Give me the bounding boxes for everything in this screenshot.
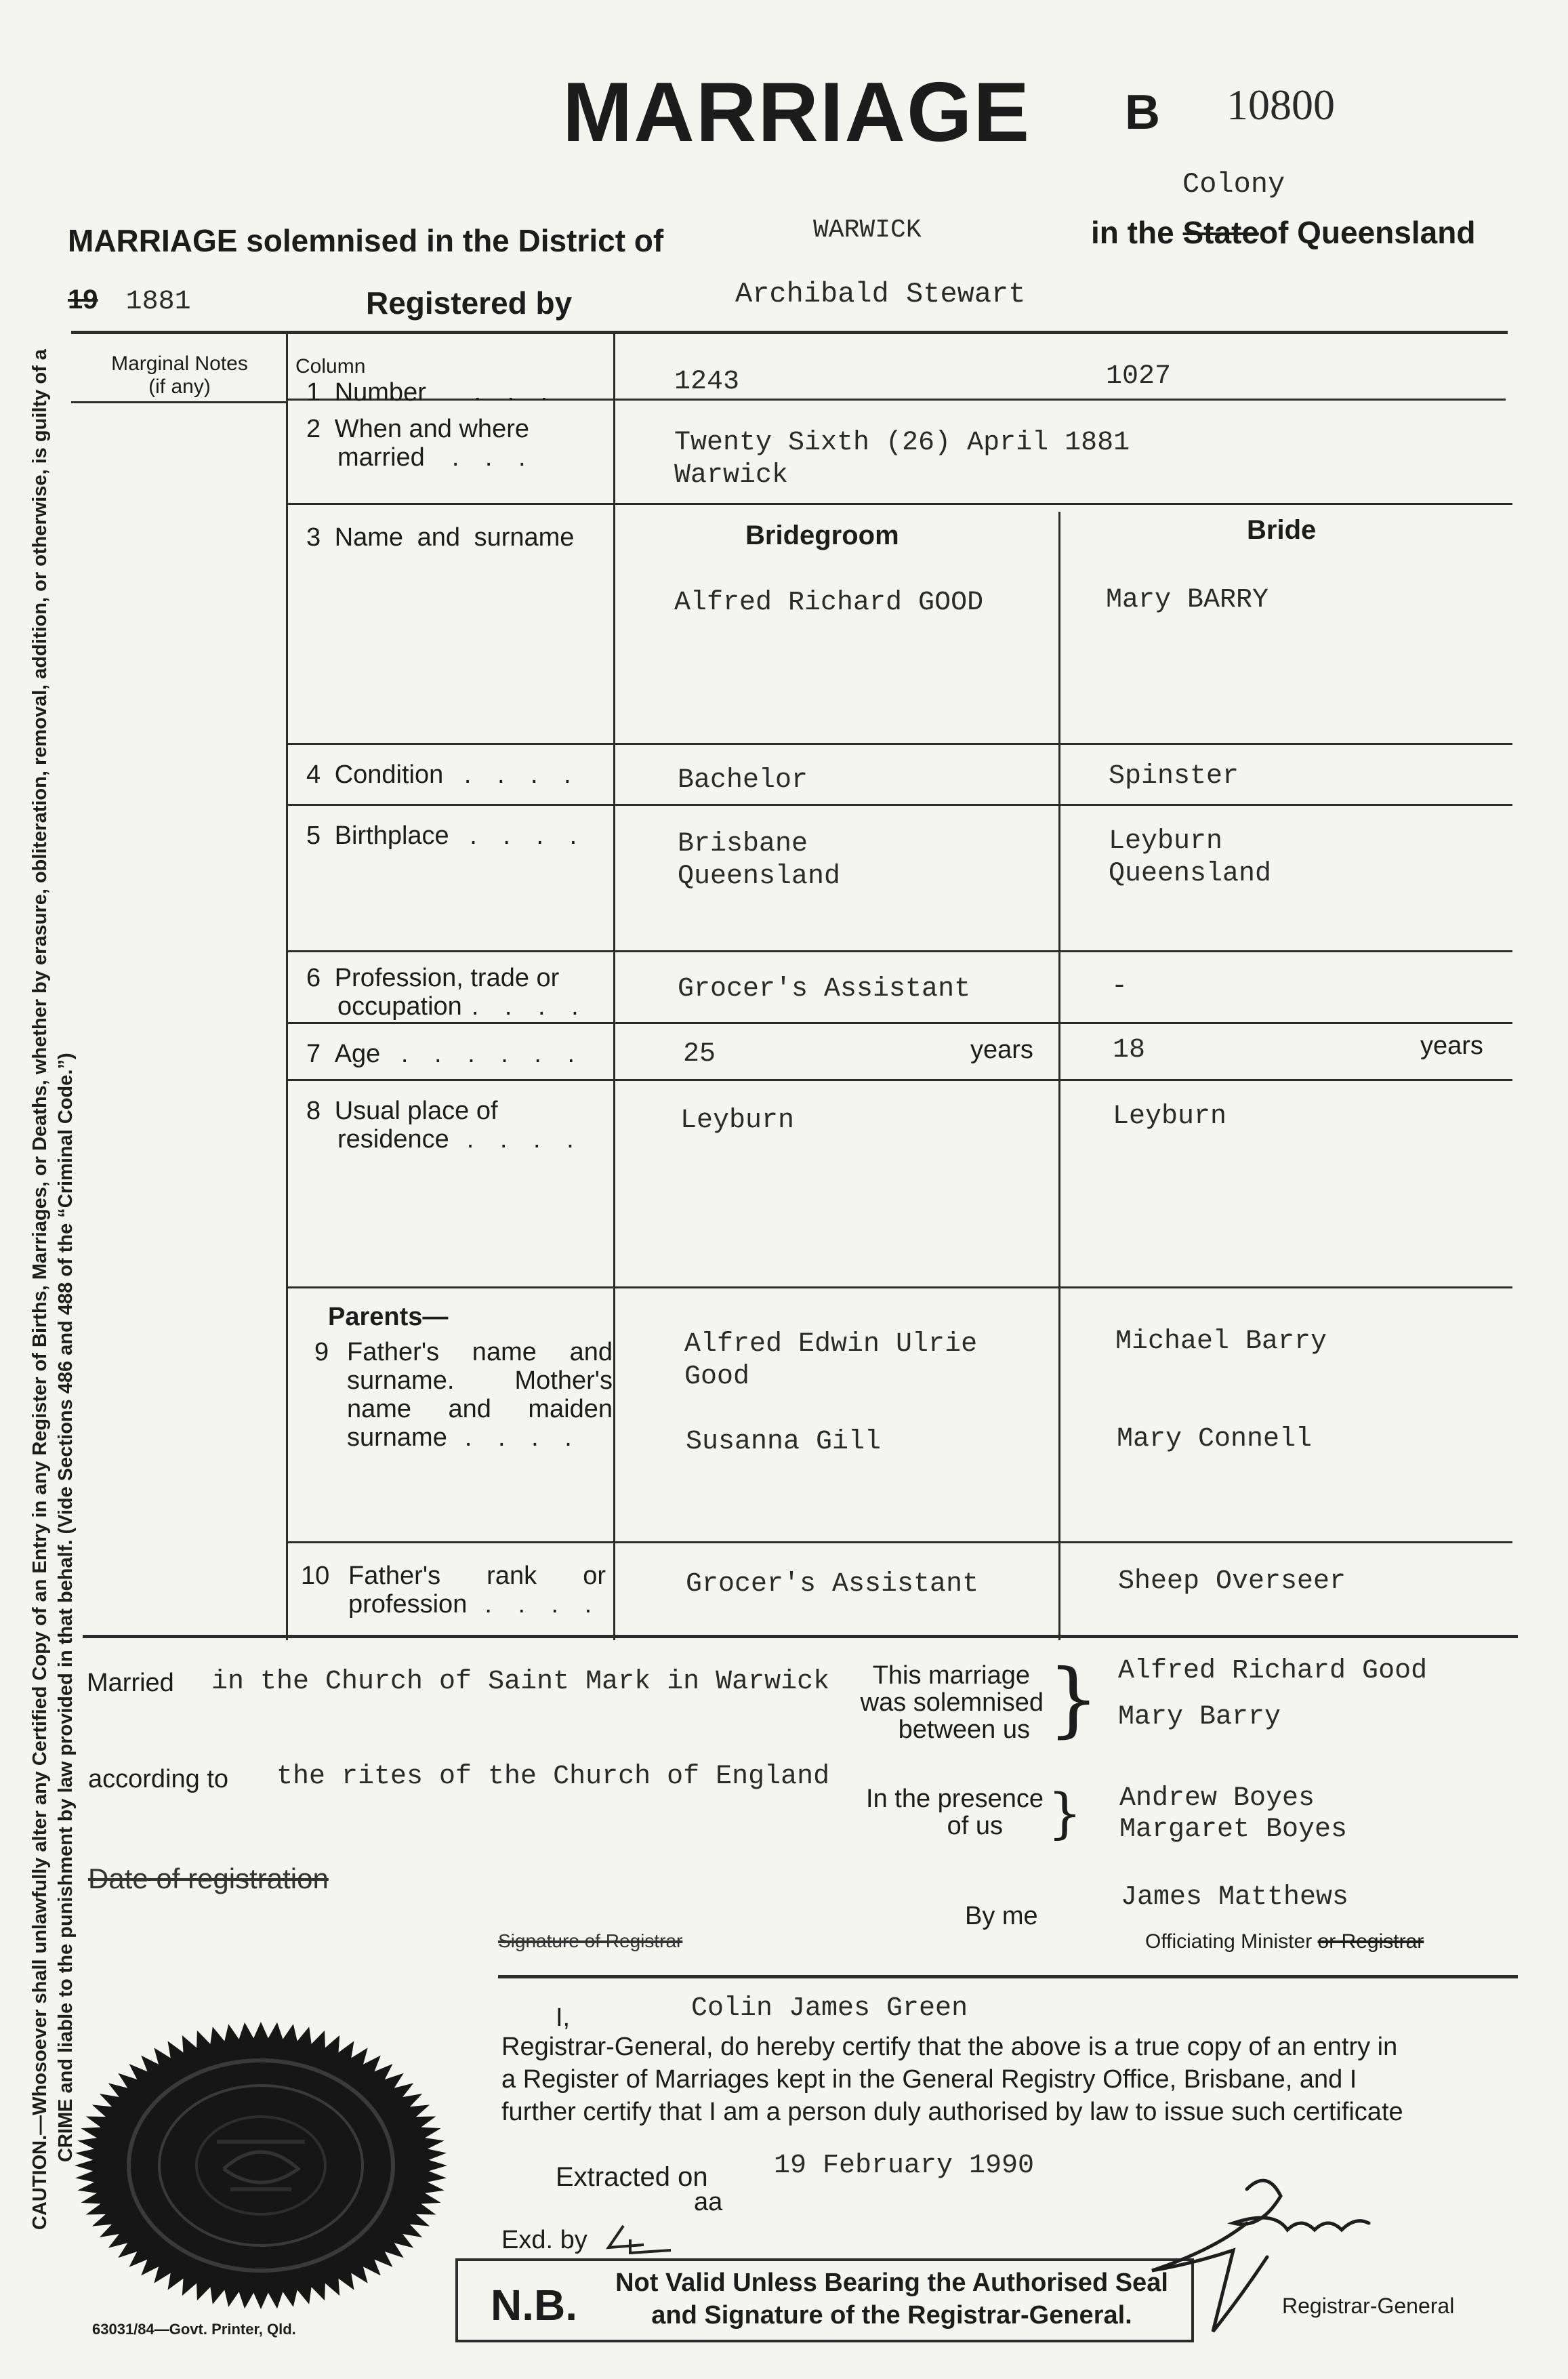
state-prefix: in the (1091, 215, 1174, 250)
entry-number-2: 1027 (1106, 361, 1172, 392)
table-bottom-rule (83, 1635, 1518, 1638)
row-9-num: 9 (314, 1338, 329, 1366)
solemnised-line-2: was solemnised (860, 1688, 1044, 1717)
entry-number-1: 1243 (674, 367, 740, 397)
groom-birthplace-2: Queensland (678, 861, 841, 892)
marriage-date: Twenty Sixth (26) April 1881 (674, 428, 1130, 458)
row-1-dots: . . . (474, 378, 558, 407)
row-2-num: 2 (306, 415, 321, 443)
row-4-num: 4 (306, 760, 321, 789)
registered-label: Registered by (366, 285, 573, 321)
row-5-label: Birthplace (334, 821, 449, 850)
marginal-notes-line-1: Marginal Notes (111, 352, 248, 375)
minister-label: Officiating Minister (1145, 1930, 1313, 1953)
bride-father: Michael Barry (1115, 1326, 1327, 1357)
presence-label (833, 1785, 1044, 1839)
certification-line-2: a Register of Marriages kept in the General Registry Office, Brisbane, and I (501, 2065, 1357, 2094)
marginal-notes-label (75, 352, 285, 399)
groom-name: Alfred Richard GOOD (674, 588, 984, 618)
groom-birthplace-1: Brisbane (678, 829, 808, 859)
groom-age-unit: years (970, 1036, 1033, 1064)
row-5-dots: . . . . (470, 821, 587, 850)
bride-father-rank: Sheep Overseer (1118, 1566, 1346, 1597)
row-4-label: Condition (334, 760, 444, 789)
certificate-number: 10800 (1226, 81, 1335, 129)
row-8-label-line-1: Usual place of (334, 1097, 498, 1125)
witness-1: Andrew Boyes (1119, 1783, 1315, 1814)
row-parents-label (314, 1338, 613, 1452)
date-of-registration-struck: Date of registration (88, 1863, 329, 1894)
government-seal (68, 2020, 454, 2311)
bride-birthplace-1: Leyburn (1109, 826, 1223, 857)
groom-condition: Bachelor (678, 765, 808, 796)
row-7-num: 7 (306, 1040, 321, 1068)
caution-line-2: CRIME and liable to the punishment by law provided in that behalf. (Vide Sections 486 and 488 of the “Criminal Code.”) (55, 1053, 77, 2162)
document-title: MARRIAGE (562, 66, 1031, 159)
row-3-label: Name and surname (334, 523, 575, 552)
parents-heading: Parents— (328, 1303, 449, 1331)
extracted-date: 19 February 1990 (774, 2151, 1035, 2181)
witness-2: Margaret Boyes (1119, 1814, 1348, 1845)
value-col-left-border (613, 333, 615, 1640)
bride-heading: Bride (1247, 515, 1317, 545)
marginal-notes-line-2: (if any) (148, 375, 211, 398)
row-10-label-line-1: Father's rank or (348, 1562, 606, 1590)
caution-line-1: CAUTION.—Whosoever shall unlawfully alter any Certified Copy of an Entry in any Register of Births, Marriages, or Deaths, whether by erasure, obliteration, removal, addition, or otherwise, is guilty of a (29, 349, 51, 2230)
row-2-dots: . . . (451, 443, 535, 472)
row-10-label-line-2: profession (348, 1590, 468, 1619)
row-father-rank-label (301, 1562, 606, 1619)
bride-birthplace-2: Queensland (1109, 859, 1272, 889)
row-condition-label (306, 760, 581, 789)
by-me-label: By me (965, 1902, 1038, 1930)
groom-residence: Leyburn (680, 1105, 795, 1136)
certification-text (501, 2031, 1525, 2128)
bride-profession: - (1111, 971, 1128, 1002)
row-profession-label (306, 964, 588, 1021)
printer-imprint: 63031/84—Govt. Printer, Qld. (92, 2321, 296, 2338)
row-9-label-line-1: Father's name and (347, 1338, 613, 1366)
row-2-label-line-1: When and where (334, 415, 529, 443)
certification-line-1: Registrar-General, do hereby certify that the above is a true copy of an entry in (501, 2033, 1398, 2061)
nb-text (607, 2266, 1176, 2332)
row-9-label-line-2: surname. Mother's (347, 1366, 613, 1395)
row-9-dots: . . . . (464, 1423, 581, 1452)
solemnised-between-label (833, 1662, 1044, 1743)
state-suffix: of Queensland (1258, 215, 1476, 250)
groom-father-rank: Grocer's Assistant (686, 1569, 979, 1600)
row-1-label: Number (334, 378, 426, 407)
district-value: WARWICK (813, 216, 922, 245)
row-2-label-line-2: married (337, 443, 425, 472)
column-heading: Column (295, 355, 366, 378)
row-4-dots: . . . . (463, 760, 581, 789)
nb-label: N.B. (491, 2281, 577, 2330)
marriage-place: Warwick (674, 460, 789, 491)
minister-name: James Matthews (1121, 1882, 1349, 1913)
year-line (68, 285, 191, 317)
caution-notice (27, 75, 79, 2230)
extracted-initials: aa (694, 2188, 723, 2216)
row-9-label-line-3: name and maiden (347, 1395, 613, 1423)
row-8-label-line-2: residence (337, 1125, 449, 1154)
examined-by-label: Exd. by (501, 2226, 587, 2254)
marginal-notes-rule (71, 401, 288, 403)
certification-line-3: further certify that I am a person duly authorised by law to issue such certificate (501, 2098, 1403, 2126)
according-label: according to (88, 1765, 229, 1793)
colony-word: Colony (1182, 168, 1285, 201)
bride-col-border (1058, 512, 1060, 1640)
row-rule-6 (286, 1022, 1512, 1024)
series-letter: B (1125, 85, 1160, 140)
row-8-num: 8 (306, 1097, 321, 1125)
registrar-general-signature (1111, 2169, 1396, 2345)
bride-age-unit: years (1420, 1032, 1483, 1060)
state-line (1091, 214, 1475, 251)
row-birthplace-label (306, 821, 586, 850)
district-label: MARRIAGE solemnised in the District of (68, 223, 664, 258)
groom-signature: Alfred Richard Good (1118, 1656, 1428, 1686)
bride-age: 18 (1113, 1035, 1146, 1065)
nb-line-2: and Signature of the Registrar-General. (651, 2301, 1132, 2330)
married-place: in the Church of Saint Mark in Warwick (211, 1667, 830, 1697)
row-when-where-label (306, 415, 535, 472)
presence-line-1: In the presence (866, 1785, 1044, 1813)
year-value: 1881 (125, 287, 191, 317)
presence-line-2: of us (947, 1812, 1003, 1840)
nb-box (455, 2258, 1194, 2342)
row-7-dots: . . . . . . (400, 1040, 585, 1068)
row-6-dots: . . . . (471, 992, 588, 1021)
year-prefix-struck: 19 (68, 285, 98, 314)
row-5-num: 5 (306, 821, 321, 850)
row-6-label-line-1: Profession, trade or (334, 964, 560, 992)
row-rule-7 (286, 1079, 1512, 1081)
bride-signature: Mary Barry (1118, 1702, 1281, 1732)
nb-line-1: Not Valid Unless Bearing the Authorised Seal (615, 2269, 1168, 2297)
bridegroom-heading: Bridegroom (745, 521, 899, 550)
row-10-num: 10 (301, 1562, 330, 1590)
groom-mother: Susanna Gill (686, 1427, 882, 1457)
registrar-general-name: Colin James Green (691, 1993, 968, 2024)
groom-profession: Grocer's Assistant (678, 974, 971, 1004)
row-age-label (306, 1040, 584, 1068)
married-label: Married (87, 1669, 174, 1697)
solemnised-line-3: between us (898, 1715, 1030, 1744)
certify-i: I, (556, 2004, 571, 2032)
registrar-general-label: Registrar-General (1282, 2294, 1455, 2318)
row-name-label (306, 523, 574, 552)
extracted-label: Extracted on (556, 2162, 708, 2192)
minister-label-struck: or Registrar (1317, 1930, 1424, 1953)
according-rites: the rites of the Church of England (276, 1762, 830, 1792)
row-8-dots: . . . . (466, 1125, 583, 1154)
bride-residence: Leyburn (1113, 1101, 1227, 1132)
row-residence-label (306, 1097, 583, 1154)
row-7-label: Age (334, 1040, 381, 1068)
bride-mother: Mary Connell (1117, 1424, 1313, 1455)
row-9-label-line-4: surname (347, 1423, 447, 1452)
row-rule-2 (286, 503, 1512, 505)
row-10-dots: . . . . (484, 1590, 602, 1619)
row-3-num: 3 (306, 523, 321, 552)
solemnised-line-1: This marriage (872, 1661, 1030, 1690)
row-6-num: 6 (306, 964, 321, 992)
minister-label-line (1145, 1930, 1424, 1953)
row-rule-5 (286, 950, 1512, 952)
row-rule-8 (286, 1286, 1512, 1288)
bride-name: Mary BARRY (1106, 585, 1269, 615)
groom-father-1: Alfred Edwin Ulrie (684, 1329, 978, 1360)
row-6-label-line-2: occupation (337, 992, 462, 1021)
row-1-num: 1 (306, 378, 321, 407)
registered-by: Archibald Stewart (735, 278, 1026, 310)
brace-between: } (1048, 1652, 1100, 1747)
row-rule-9 (286, 1541, 1512, 1543)
label-col-left-border (286, 333, 288, 1640)
row-rule-4 (286, 804, 1512, 806)
examined-by-initial (603, 2220, 678, 2261)
state-struck: State (1182, 215, 1259, 250)
row-rule-3 (286, 743, 1512, 745)
brace-presence: } (1048, 1782, 1082, 1845)
groom-age: 25 (683, 1039, 716, 1070)
groom-father-2: Good (684, 1362, 750, 1392)
row-number-label (306, 378, 557, 407)
signature-registrar-struck: Signature of Registrar (498, 1930, 683, 1951)
signature-section-rule (498, 1975, 1518, 1978)
bride-condition: Spinster (1109, 761, 1239, 792)
